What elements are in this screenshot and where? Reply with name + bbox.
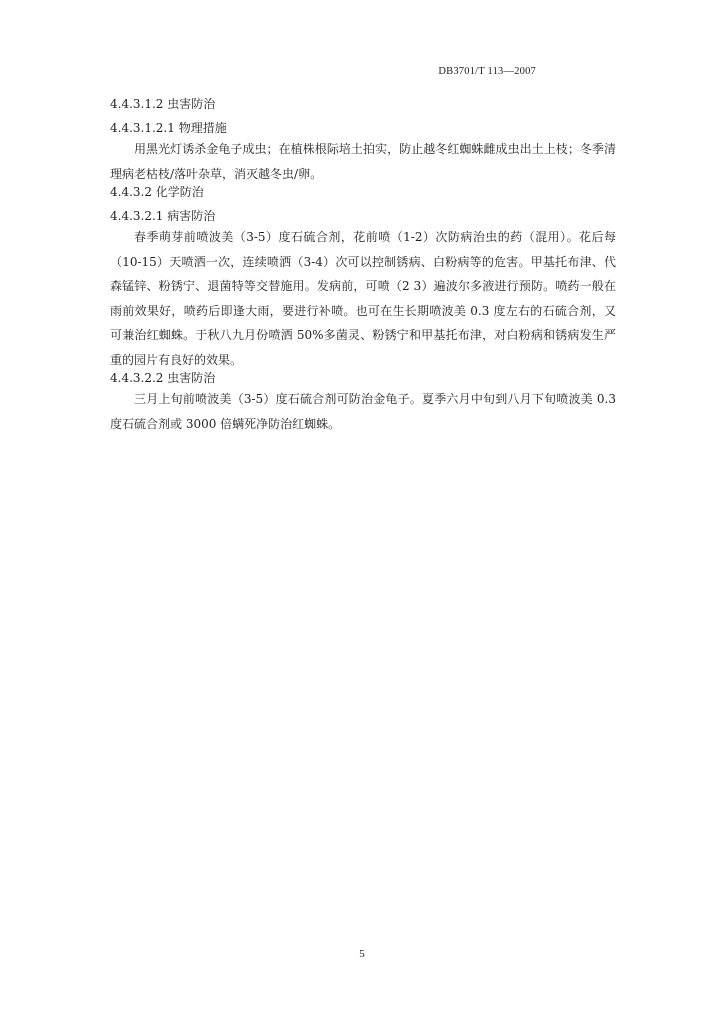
document-code: DB3701/T 113—2007	[438, 66, 536, 77]
page-number: 5	[359, 948, 365, 960]
section-heading-4-4-3-2: 4.4.3.2 化学防治	[110, 185, 204, 199]
document-body	[110, 96, 616, 436]
section-heading-4-4-3-1-2-1: 4.4.3.1.2.1 物理措施	[110, 121, 227, 135]
section-heading-4-4-3-1-2: 4.4.3.1.2 虫害防治	[110, 97, 216, 111]
paragraph-disease-control: 春季萌芽前喷波美（3-5）度石硫合剂，花前喷（1-2）次防病治虫的药（混用）。花后每（10-15）天喷洒一次，连续喷洒（3-4）次可以控制锈病、白粉病等的危害。甲基托布津、代森锰锌、粉锈宁、退菌特等交替施用。发病前，可喷（2 3）遍波尔多液进行预防。喷药一般在雨前效果好，喷药后即逢大雨，要进行补喷。也可在生长期喷波美 0.3 度左右的石硫合剂，又可兼治红蜘蛛。于秋八九月份喷洒 50%多菌灵、粉锈宁和甲基托布津，对白粉病和锈病发生严重的园片有良好的效果。	[110, 230, 616, 367]
section-heading-4-4-3-2-2: 4.4.3.2.2 虫害防治	[110, 371, 216, 385]
paragraph-physical-measures: 用黑光灯诱杀金龟子成虫；在植株根际培土拍实，防止越冬红蜘蛛雌成虫出土上枝；冬季清理病老枯枝/落叶杂草，消灭越冬虫/卵。	[110, 142, 616, 181]
section-heading-4-4-3-2-1: 4.4.3.2.1 病害防治	[110, 209, 216, 223]
paragraph-pest-control: 三月上旬前喷波美（3-5）度石硫合剂可防治金龟子。夏季六月中旬到八月下旬喷波美 0.3 度石硫合剂或 3000 倍螨死净防治红蜘蛛。	[110, 392, 616, 431]
